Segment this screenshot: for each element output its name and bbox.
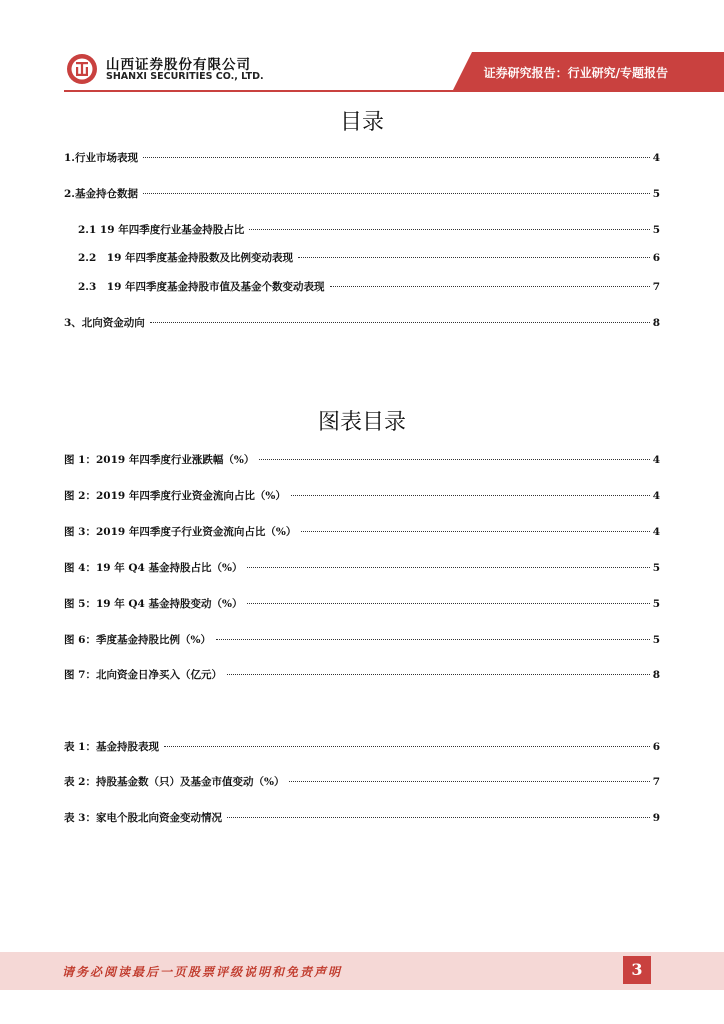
header-banner bbox=[0, 0, 724, 100]
figure-entry-page: 5 bbox=[652, 634, 660, 646]
leader-dots bbox=[298, 256, 650, 258]
figure-entry-4[interactable] bbox=[64, 560, 660, 576]
figure-entry-page: 5 bbox=[652, 598, 660, 610]
toc-entry-label: 2.3 19 年四季度基金持股市值及基金个数变动表现 bbox=[78, 281, 325, 293]
table-entry-1[interactable] bbox=[64, 739, 660, 755]
figure-entry-label: 图 5：19 年 Q4 基金持股变动（%） bbox=[64, 598, 243, 610]
table-entry-3[interactable] bbox=[64, 810, 660, 826]
toc-entry-label: 2.1 19 年四季度行业基金持股占比 bbox=[78, 224, 245, 236]
toc-entry-page: 5 bbox=[652, 188, 660, 200]
figure-entry-page: 4 bbox=[652, 526, 660, 538]
figure-entry-2[interactable] bbox=[64, 488, 660, 504]
figure-entry-page: 5 bbox=[652, 562, 660, 574]
leader-dots bbox=[249, 228, 649, 230]
leader-dots bbox=[289, 780, 649, 782]
toc-entry-page: 6 bbox=[652, 252, 660, 264]
figure-entry-label: 图 2：2019 年四季度行业资金流向占比（%） bbox=[64, 490, 286, 502]
toc-entry-label: 2.2 19 年四季度基金持股数及比例变动表现 bbox=[78, 252, 294, 264]
figure-entry-label: 图 4：19 年 Q4 基金持股占比（%） bbox=[64, 562, 243, 574]
figures-title: 图表目录 bbox=[317, 410, 406, 435]
leader-dots bbox=[227, 816, 650, 818]
figure-entry-7[interactable] bbox=[64, 667, 660, 683]
toc-entry-1[interactable] bbox=[64, 150, 660, 166]
figure-entry-6[interactable] bbox=[64, 632, 660, 648]
figure-entry-label: 图 7：北向资金日净买入（亿元） bbox=[64, 669, 222, 681]
toc-title: 目录 bbox=[339, 110, 384, 135]
leader-dots bbox=[150, 321, 650, 323]
leader-dots bbox=[291, 494, 650, 496]
table-entry-page: 7 bbox=[652, 776, 660, 788]
toc-entry-page: 8 bbox=[652, 317, 660, 329]
leader-dots bbox=[143, 192, 650, 194]
toc-entry-page: 7 bbox=[652, 281, 660, 293]
company-name-cn: 山西证券股份有限公司 bbox=[106, 57, 251, 73]
figure-entry-page: 4 bbox=[652, 490, 660, 502]
page-header bbox=[0, 0, 724, 100]
leader-dots bbox=[143, 156, 650, 158]
leader-dots bbox=[227, 673, 650, 675]
figure-entry-label: 图 3：2019 年四季度子行业资金流向占比（%） bbox=[64, 526, 297, 538]
leader-dots bbox=[259, 458, 649, 460]
leader-dots bbox=[330, 285, 650, 287]
footer-disclaimer: 请务必阅读最后一页股票评级说明和免责声明 bbox=[62, 965, 343, 979]
figure-entry-5[interactable] bbox=[64, 596, 660, 612]
toc-entry-page: 4 bbox=[652, 152, 660, 164]
leader-dots bbox=[301, 530, 649, 532]
leader-dots bbox=[247, 602, 649, 604]
toc-entry-label: 3、北向资金动向 bbox=[64, 317, 145, 329]
toc-entry-2-3[interactable] bbox=[78, 279, 660, 295]
figure-entry-label: 图 1：2019 年四季度行业涨跌幅（%） bbox=[64, 454, 255, 466]
figure-entry-page: 8 bbox=[652, 669, 660, 681]
figure-entry-3[interactable] bbox=[64, 524, 660, 540]
company-name-en: SHANXI SECURITIES CO., LTD. bbox=[106, 71, 264, 82]
table-entry-label: 表 2：持股基金数（只）及基金市值变动（%） bbox=[64, 776, 285, 788]
figure-entry-1[interactable] bbox=[64, 452, 660, 468]
toc-entry-2-2[interactable] bbox=[78, 250, 660, 266]
toc-entry-label: 2.基金持仓数据 bbox=[64, 188, 138, 200]
page-number: 3 bbox=[623, 956, 651, 984]
report-type-label: 证券研究报告：行业研究/专题报告 bbox=[483, 66, 668, 80]
table-entry-page: 9 bbox=[652, 812, 660, 824]
figure-entry-label: 图 6：季度基金持股比例（%） bbox=[64, 634, 211, 646]
toc-entry-3[interactable] bbox=[64, 315, 660, 331]
toc-entry-page: 5 bbox=[652, 224, 660, 236]
toc-entry-2-1[interactable] bbox=[78, 222, 660, 238]
table-entry-page: 6 bbox=[652, 741, 660, 753]
toc-entry-label: 1.行业市场表现 bbox=[64, 152, 138, 164]
table-entry-2[interactable] bbox=[64, 774, 660, 790]
leader-dots bbox=[247, 566, 649, 568]
toc-entry-2[interactable] bbox=[64, 186, 660, 202]
header-divider bbox=[64, 90, 724, 92]
table-entry-label: 表 3：家电个股北向资金变动情况 bbox=[64, 812, 222, 824]
table-entry-label: 表 1：基金持股表现 bbox=[64, 741, 159, 753]
leader-dots bbox=[216, 638, 650, 640]
leader-dots bbox=[164, 745, 650, 747]
figure-entry-page: 4 bbox=[652, 454, 660, 466]
